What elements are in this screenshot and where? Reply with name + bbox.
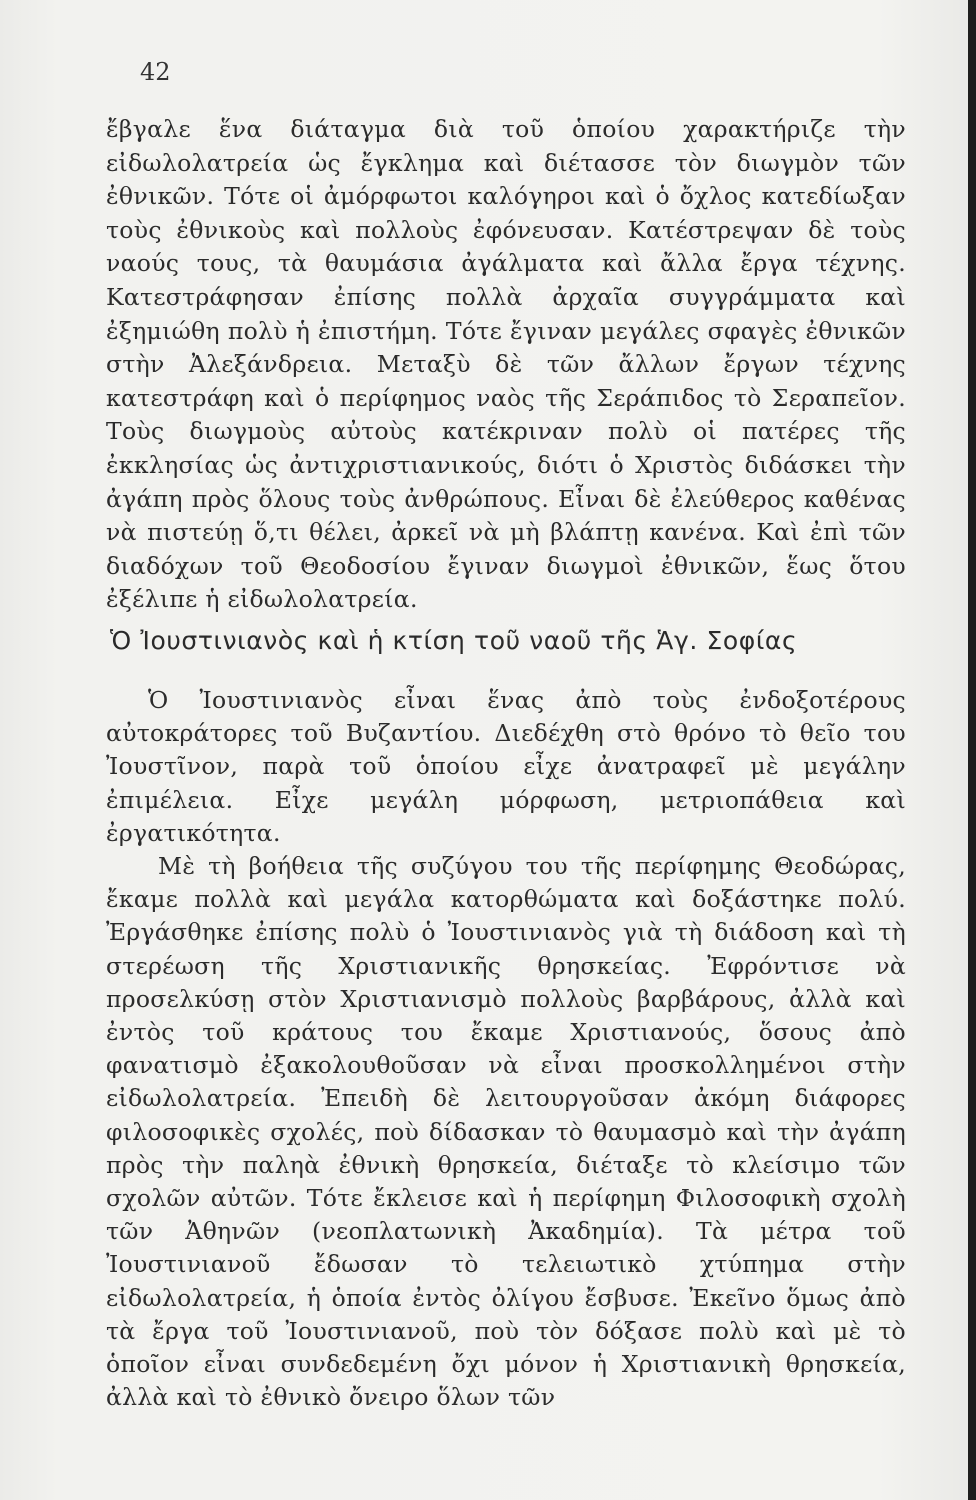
section-heading: Ὁ Ἰουστινιανὸς καὶ ἡ κτίση τοῦ ναοῦ τῆς Ἁγ. Σοφίας (110, 626, 798, 655)
page-number: 42 (140, 58, 171, 86)
intro-paragraph: ἔβγαλε ἕνα διάταγμα διὰ τοῦ ὁποίου χαρακτήριζε τὴν εἰδωλολατρεία ὡς ἔγκλημα καὶ διέτασσε τὸν διωγμὸν τῶν ἐθνικῶν. Τότε οἱ ἀμόρφωτοι καλόγηροι καὶ ὁ ὄχλος κατεδίωξαν τοὺς ἐθνικοὺς καὶ πολλοὺς ἐφόνευσαν. Κατέστρεψαν δὲ τοὺς ναούς τους, τὰ θαυμάσια ἀγάλματα καὶ ἄλλα ἔργα τέχνης. Κατεστράφησαν ἐπίσης πολλὰ ἀρχαῖα συγγράμματα καὶ ἐξημιώθη πολὺ ἡ ἐπιστήμη. Τότε ἔγιναν μεγάλες σφαγὲς ἐθνικῶν στὴν Ἀλεξάνδρεια. Μεταξὺ δὲ τῶν ἄλλων ἔργων τέχνης κατεστράφη καὶ ὁ περίφημος ναὸς τῆς Σεράπιδος τὸ Σεραπεῖον. Τοὺς διωγμοὺς αὐτοὺς κατέκριναν πολὺ οἱ πατέρες τῆς ἐκκλησίας ὡς ἀντιχριστιανικούς, διότι ὁ Χριστὸς διδάσκει τὴν ἀγάπη πρὸς ὅλους τοὺς ἀνθρώπους. Εἶναι δὲ ἐλεύθερος καθένας νὰ πιστεύῃ ὅ,τι θέλει, ἀρκεῖ νὰ μὴ βλάπτῃ κανένα. Καὶ ἐπὶ τῶν διαδόχων τοῦ Θεοδοσίου ἔγιναν διωγμοὶ ἐθνικῶν, ἕως ὅτου ἐξέλιπε ἡ εἰδωλολατρεία. (106, 115, 906, 614)
section-body (106, 684, 906, 1414)
section-paragraph: Ὁ Ἰουστινιανὸς εἶναι ἕνας ἀπὸ τοὺς ἐνδοξοτέρους αὐτοκράτορες τοῦ Βυζαντίου. Διεδέχθη στὸ θρόνο τὸ θεῖο του Ἰουστῖνον, παρὰ τοῦ ὁποίου εἶχε ἀνατραφεῖ μὲ μεγάλην ἐπιμέλεια. Εἶχε μεγάλη μόρφωση, μετριοπάθεια καὶ ἐργατικότητα. (106, 686, 906, 847)
section-paragraph: Μὲ τὴ βοήθεια τῆς συζύγου του τῆς περίφημης Θεοδώρας, ἔκαμε πολλὰ καὶ μεγάλα κατορθώματα καὶ δοξάστηκε πολύ. Ἐργάσθηκε ἐπίσης πολὺ ὁ Ἰουστινιανὸς γιὰ τὴ διάδοση καὶ τὴ στερέωση τῆς Χριστιανικῆς θρησκείας. Ἐφρόντισε νὰ προσελκύσῃ στὸν Χριστιανισμὸ πολλοὺς βαρβάρους, ἀλλὰ καὶ ἐντὸς τοῦ κράτους του ἔκαμε Χριστιανούς, ὅσους ἀπὸ φανατισμὸ ἐξακολουθοῦσαν νὰ εἶναι προσκολλημένοι στὴν εἰδωλολατρεία. Ἐπειδὴ δὲ λειτουργοῦσαν ἀκόμη διάφορες φιλοσοφικὲς σχολές, ποὺ δίδασκαν τὸ θαυμασμὸ καὶ τὴν ἀγάπη πρὸς τὴν παληὰ ἐθνικὴ θρησκεία, διέταξε τὸ κλείσιμο τῶν σχολῶν αὐτῶν. Τότε ἔκλεισε καὶ ἡ περίφημη Φιλοσοφικὴ σχολὴ τῶν Ἀθηνῶν (νεοπλατωνικὴ Ἀκαδημία). Τὰ μέτρα τοῦ Ἰουστινιανοῦ ἔδωσαν τὸ τελειωτικὸ χτύπημα στὴν εἰδωλολατρεία, ἡ ὁποία ἐντὸς ὀλίγου ἔσβυσε. Ἐκεῖνο ὅμως ἀπὸ τὰ ἔργα τοῦ Ἰουστινιανοῦ, ποὺ τὸν δόξασε πολὺ καὶ μὲ τὸ ὁποῖον εἶναι συνδεδεμένη ὄχι μόνον ἡ Χριστιανικὴ θρησκεία, ἀλλὰ καὶ τὸ ἐθνικὸ ὄνειρο ὅλων τῶν (106, 852, 906, 1412)
page-edge-shadow (968, 0, 976, 1500)
